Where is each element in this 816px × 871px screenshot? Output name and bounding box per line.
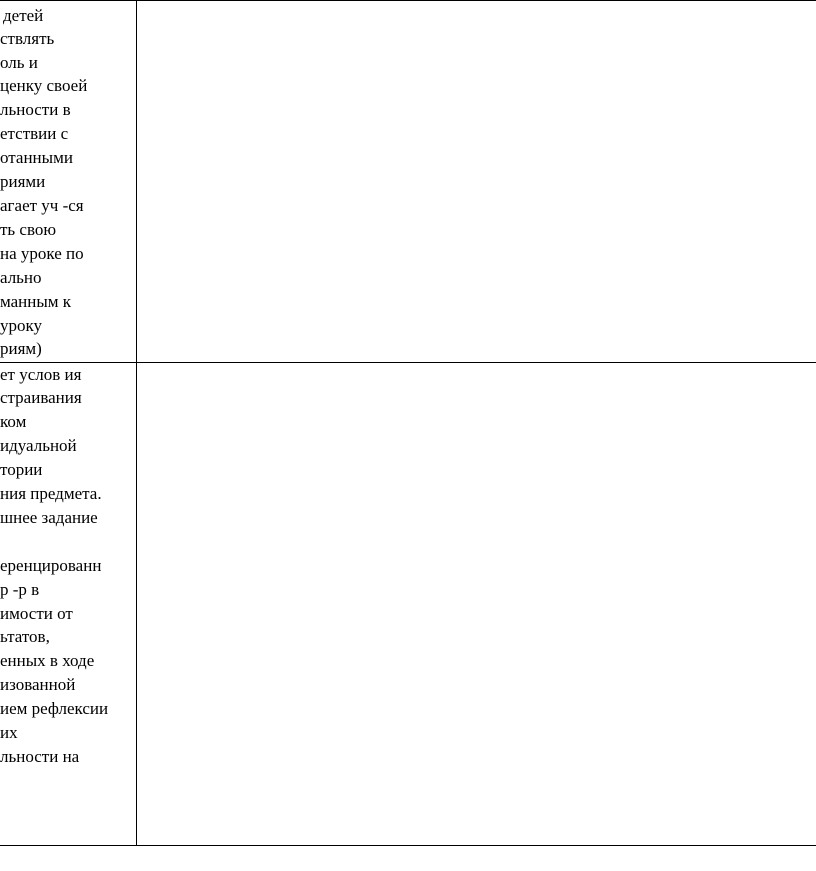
row2-line-10: р -р в [0, 580, 40, 599]
row2-line-2: страивания [0, 388, 82, 407]
row1-line-8: риями [0, 172, 46, 191]
row1-line-1: детей [3, 6, 44, 25]
row1-line-13: манным к [0, 292, 72, 311]
row2-line-16: их [0, 723, 18, 742]
row2-line-6: ния предмета. [0, 484, 102, 503]
row2-left-cell [0, 363, 136, 845]
row2-line-14: изованной [0, 675, 76, 694]
table-bottom-border [0, 845, 816, 846]
row1-line-11: на уроке по [0, 244, 84, 263]
row1-line-12: ально [0, 268, 42, 287]
row1-line-10: ть свою [0, 220, 57, 239]
row2-line-12: ьтатов, [0, 627, 50, 646]
row2-line-17: льности на [0, 747, 80, 766]
row2-right-cell [137, 363, 816, 845]
row2-line-1: ет услов ия [0, 365, 82, 384]
row2-line-13: енных в ходе [0, 651, 95, 670]
row1-line-15: риям) [0, 339, 42, 358]
row1-line-6: етствии с [0, 124, 69, 143]
row2-line-15: ием рефлексии [0, 699, 109, 718]
row2-line-5: тории [0, 460, 43, 479]
row1-line-7: отанными [0, 148, 73, 167]
row1-line-14: уроку [0, 316, 43, 335]
row2-line-4: идуальной [0, 436, 77, 455]
row1-left-cell [0, 0, 136, 362]
row2-line-7: шнее задание [0, 508, 98, 527]
row1-line-3: оль и [0, 53, 38, 72]
row2-line-11: имости от [0, 604, 73, 623]
row2-line-3: ком [0, 412, 27, 431]
row1-line-2: ствлять [0, 29, 55, 48]
row1-line-5: льности в [0, 100, 71, 119]
row1-line-9: агает уч -ся [0, 196, 84, 215]
row1-line-4: ценку своей [0, 76, 88, 95]
row1-right-cell [137, 1, 816, 362]
row2-line-9: еренцированн [0, 556, 102, 575]
